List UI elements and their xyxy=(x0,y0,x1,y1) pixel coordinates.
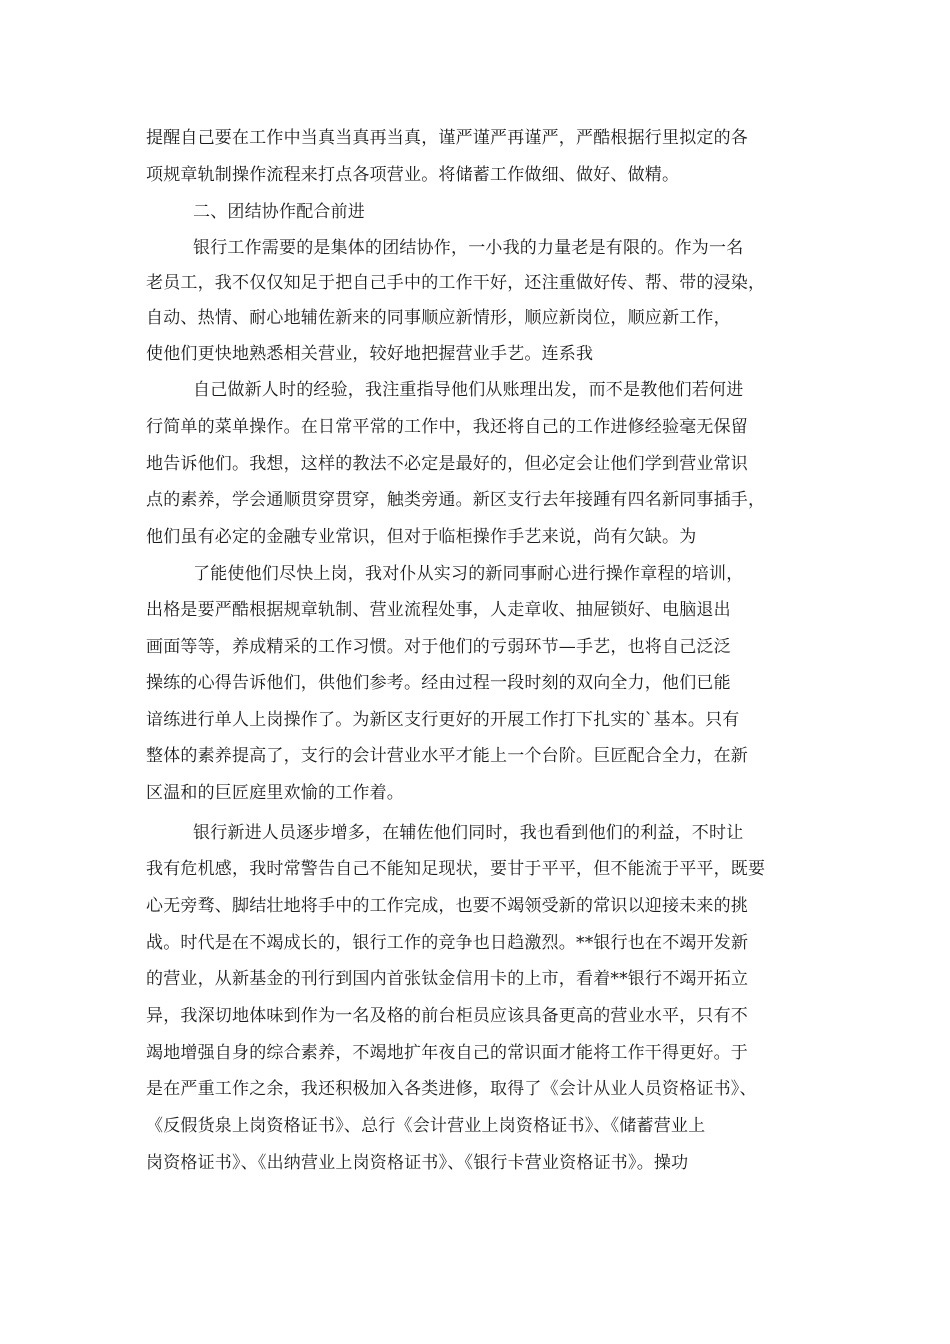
text-line: 岗资格证书》、《出纳营业上岗资格证书》、《银行卡营业资格证书》。操功 xyxy=(146,1153,689,1173)
text-line: 地告诉他们。我想，这样的教法不必定是最好的，但必定会让他们学到营业常识 xyxy=(146,454,748,474)
text-line: 整体的素养提高了，支行的会计营业水平才能上一个台阶。巨匠配合全力，在新 xyxy=(146,746,748,766)
text-line: 项规章轨制操作流程来打点各项营业。将储蓄工作做细、做好、做精。 xyxy=(146,165,680,185)
text-line: 我有危机感，我时常警告自己不能知足现状，要甘于平平，但不能流于平平，既要 xyxy=(146,859,766,879)
text-line: 谙练进行单人上岗操作了。为新区支行更好的开展工作打下扎实的`基本。只有 xyxy=(146,710,740,730)
text-line: 出格是要严酷根据规章轨制、营业流程处事，人走章收、抽屉锁好、电脑退出 xyxy=(146,600,731,620)
text-line: 异，我深切地体味到作为一名及格的前台柜员应该具备更高的营业水平，只有不 xyxy=(146,1006,748,1026)
text-line: 银行新进人员逐步增多，在辅佐他们同时，我也看到他们的利益，不时让 xyxy=(193,823,744,843)
text-line: 战。时代是在不竭成长的，银行工作的竞争也日趋激烈。**银行也在不竭开发新 xyxy=(146,933,749,953)
section-heading: 二、团结协作配合前进 xyxy=(193,202,365,222)
text-line: 《反假货泉上岗资格证书》、总行《会计营业上岗资格证书》、《储蓄营业上 xyxy=(146,1116,706,1136)
text-line: 心无旁骛、脚结壮地将手中的工作完成，也要不竭领受新的常识以迎接未来的挑 xyxy=(146,896,748,916)
text-line: 了能使他们尽快上岗，我对仆从实习的新同事耐心进行操作章程的培训， xyxy=(193,564,744,584)
text-line: 的营业，从新基金的刊行到国内首张钛金信用卡的上市，看着**银行不竭开拓立 xyxy=(146,969,749,989)
text-line: 老员工，我不仅仅知足于把自己手中的工作干好，还注重做好传、帮、带的浸染， xyxy=(146,273,766,293)
text-line: 使他们更快地熟悉相关营业，较好地把握营业手艺。连系我 xyxy=(146,344,594,364)
text-line: 是在严重工作之余，我还积极加入各类进修，取得了《会计从业人员资格证书》、 xyxy=(146,1079,757,1099)
text-line: 自己做新人时的经验，我注重指导他们从账理出发，而不是教他们若何进 xyxy=(193,380,744,400)
text-line: 他们虽有必定的金融专业常识，但对于临柜操作手艺来说，尚有欠缺。为 xyxy=(146,527,697,547)
text-line: 竭地增强自身的综合素养，不竭地扩年夜自己的常识面才能将工作干得更好。于 xyxy=(146,1043,748,1063)
text-line: 点的素养，学会通顺贯穿贯穿，触类旁通。新区支行去年接踵有四名新同事插手， xyxy=(146,490,766,510)
text-line: 画面等等，养成精采的工作习惯。对于他们的亏弱环节—手艺，也将自己泛泛 xyxy=(146,637,731,657)
text-line: 操练的心得告诉他们，供他们参考。经由过程一段时刻的双向全力，他们已能 xyxy=(146,673,731,693)
text-line: 区温和的巨匠庭里欢愉的工作着。 xyxy=(146,783,404,803)
text-line: 自动、热情、耐心地辅佐新来的同事顺应新情形，顺应新岗位，顺应新工作， xyxy=(146,308,731,328)
text-line: 提醒自己要在工作中当真当真再当真，谨严谨严再谨严，严酷根据行里拟定的各 xyxy=(146,128,748,148)
text-line: 行简单的菜单操作。在日常平常的工作中，我还将自己的工作进修经验毫无保留 xyxy=(146,417,748,437)
text-line: 银行工作需要的是集体的团结协作，一小我的力量老是有限的。作为一名 xyxy=(193,238,744,258)
